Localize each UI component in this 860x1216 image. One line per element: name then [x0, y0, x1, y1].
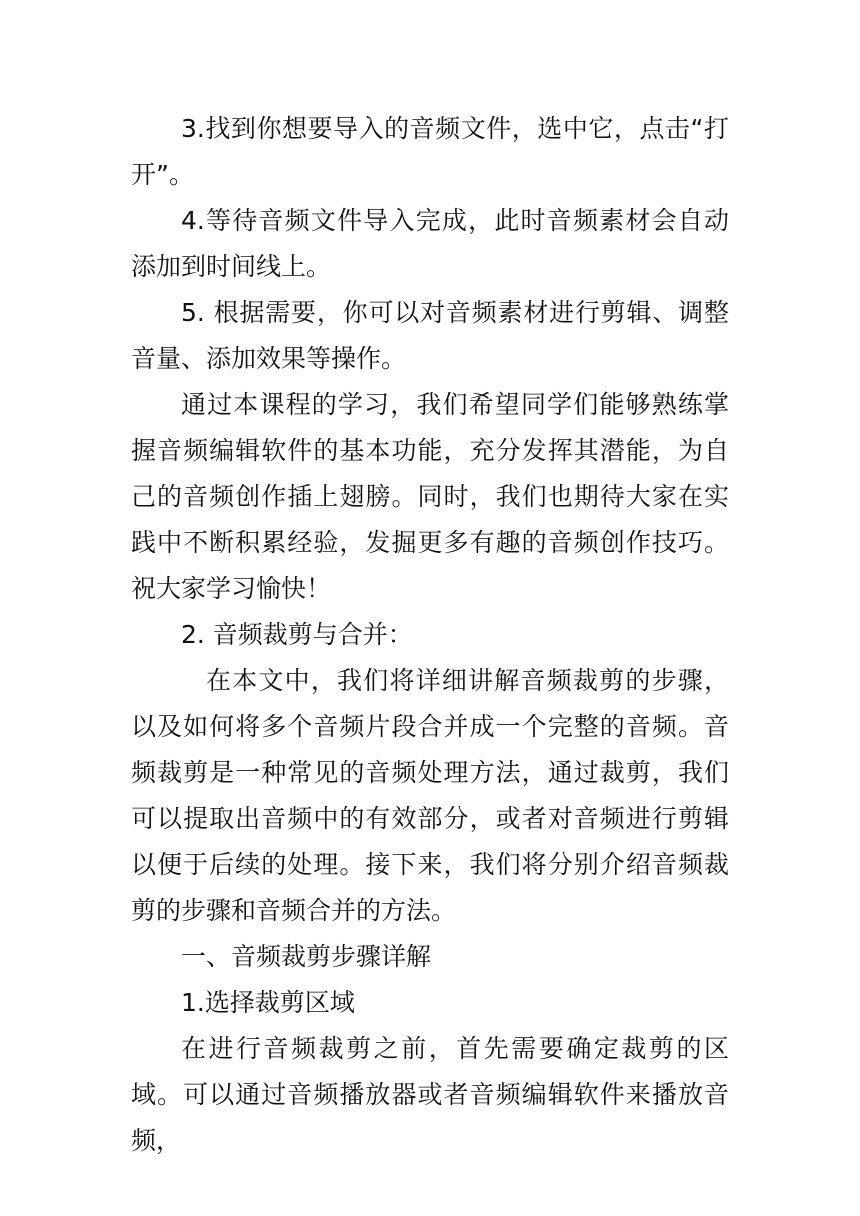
step-1-heading: 1.选择裁剪区域	[181, 988, 355, 1017]
course-summary-paragraph: 通过本课程的学习，我们希望同学们能够熟练掌握音频编辑软件的基本功能，充分发挥其潜能，为自己的音频创作插上翅膀。同时，我们也期待大家在实践中不断积累经验，发掘更多有趣的音频创作技巧。祝大家学习愉快！	[131, 390, 729, 603]
intro-paragraph: 在本文中，我们将详细讲解音频裁剪的步骤，以及如何将多个音频片段合并成一个完整的音频。音频裁剪是一种常见的音频处理方法，通过裁剪，我们可以提取出音频中的有效部分，或者对音频进行剪辑以便于后续的处理。接下来，我们将分别介绍音频裁剪的步骤和音频合并的方法。	[131, 666, 729, 925]
crop-region-paragraph: 在进行音频裁剪之前，首先需要确定裁剪的区域。可以通过音频播放器或者音频编辑软件来播放音频，	[131, 1034, 729, 1155]
step-4-paragraph: 4.等待音频文件导入完成，此时音频素材会自动添加到时间线上。	[131, 206, 729, 281]
subheading-crop-steps: 一、音频裁剪步骤详解	[181, 942, 432, 971]
document-body	[131, 106, 729, 1164]
section-heading-crop-merge: 2. 音频裁剪与合并：	[181, 620, 413, 649]
step-5-paragraph: 5. 根据需要，你可以对音频素材进行剪辑、调整音量、添加效果等操作。	[131, 298, 729, 373]
step-3-paragraph: 3.找到你想要导入的音频文件，选中它，点击“打开”。	[131, 114, 729, 189]
